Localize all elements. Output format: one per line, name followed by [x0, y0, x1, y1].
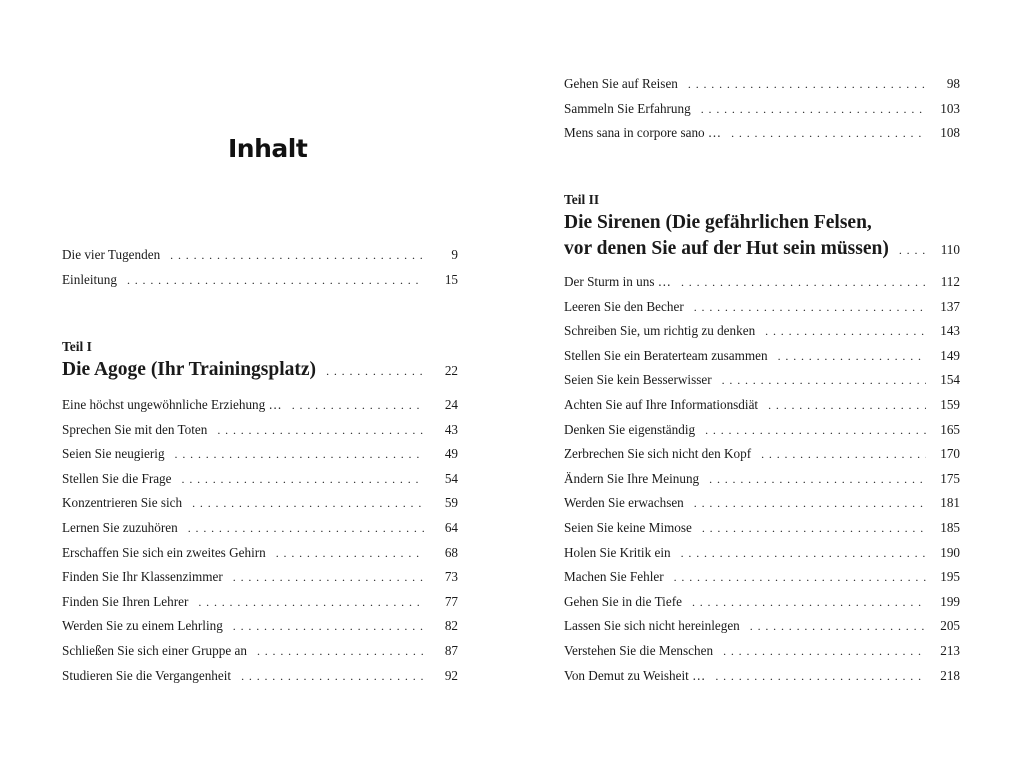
leader-dots [750, 619, 926, 634]
toc-entry[interactable]: Achten Sie auf Ihre Informationsdiät . . . 159 [564, 397, 960, 422]
leader-dots [702, 521, 926, 536]
part-title[interactable]: Die Agoge (Ihr Trainingsplatz) . . . 22 [62, 359, 458, 389]
leader-dots [233, 570, 424, 585]
right-page [510, 0, 1020, 763]
leader-dots [705, 423, 926, 438]
toc-entry[interactable]: Mens sana in corpore sano … . . . 108 [564, 125, 960, 150]
toc-entry[interactable]: Einleitung . . . 15 [62, 272, 458, 297]
toc-entry[interactable]: Denken Sie eigenständig . . . 165 [564, 422, 960, 447]
toc-entry[interactable]: Von Demut zu Weisheit … . . . 218 [564, 668, 960, 693]
leader-dots [694, 496, 926, 511]
part1-continued-list [564, 76, 960, 150]
part-title[interactable]: vor denen Sie auf der Hut sein müssen) . . . 110 [564, 238, 960, 268]
leader-dots [731, 126, 926, 141]
toc-entry[interactable]: Konzentrieren Sie sich . . . 59 [62, 495, 458, 520]
leader-dots [692, 595, 926, 610]
leader-dots [233, 619, 424, 634]
leader-dots [765, 324, 926, 339]
toc-entry[interactable]: Gehen Sie in die Tiefe . . . 199 [564, 594, 960, 619]
leader-dots [217, 423, 424, 438]
toc-entry[interactable]: Die vier Tugenden . . . 9 [62, 247, 458, 272]
leader-dots [715, 669, 926, 684]
leader-dots [768, 398, 926, 413]
front-matter-list [62, 247, 458, 296]
toc-entry[interactable]: Finden Sie Ihr Klassenzimmer . . . 73 [62, 569, 458, 594]
toc-entry[interactable]: Schreiben Sie, um richtig zu denken . . . 143 [564, 323, 960, 348]
leader-dots [175, 447, 424, 462]
part-title-line1: Die Sirenen (Die gefährlichen Felsen, [564, 212, 872, 233]
toc-entry[interactable]: Stellen Sie die Frage . . . 54 [62, 471, 458, 496]
toc-entry[interactable]: Werden Sie zu einem Lehrling . . . 82 [62, 618, 458, 643]
toc-entry[interactable]: Sammeln Sie Erfahrung . . . 103 [564, 101, 960, 126]
toc-entry[interactable]: Seien Sie neugierig . . . 49 [62, 446, 458, 471]
leader-dots [681, 546, 926, 561]
part2-section [564, 192, 960, 692]
leader-dots [694, 300, 926, 315]
toc-entry[interactable]: Studieren Sie die Vergangenheit . . . 92 [62, 668, 458, 693]
leader-dots [709, 472, 926, 487]
part-label: Teil II [564, 192, 600, 207]
leader-dots [674, 570, 926, 585]
toc-entry[interactable]: Verstehen Sie die Menschen . . . 213 [564, 643, 960, 668]
toc-entry[interactable]: Erschaffen Sie sich ein zweites Gehirn . . . 68 [62, 545, 458, 570]
toc-entry[interactable]: Leeren Sie den Becher . . . 137 [564, 299, 960, 324]
toc-entry[interactable]: Zerbrechen Sie sich nicht den Kopf . . . 170 [564, 446, 960, 471]
leader-dots [292, 398, 424, 413]
leader-dots [198, 595, 424, 610]
leader-dots [127, 273, 424, 288]
toc-entry[interactable]: Lassen Sie sich nicht hereinlegen . . . 205 [564, 618, 960, 643]
toc-entry[interactable]: Gehen Sie auf Reisen . . . 98 [564, 76, 960, 101]
leader-dots [326, 364, 424, 379]
part-label: Teil I [62, 339, 92, 354]
toc-entry[interactable]: Finden Sie Ihren Lehrer . . . 77 [62, 594, 458, 619]
leader-dots [182, 472, 424, 487]
toc-entry[interactable]: Werden Sie erwachsen . . . 181 [564, 495, 960, 520]
toc-entry[interactable]: Lernen Sie zuzuhören . . . 64 [62, 520, 458, 545]
leader-dots [188, 521, 424, 536]
toc-entry[interactable]: Schließen Sie sich einer Gruppe an . . . 87 [62, 643, 458, 668]
toc-entry[interactable]: Der Sturm in uns … . . . 112 [564, 274, 960, 299]
toc-entry[interactable]: Eine höchst ungewöhnliche Erziehung … . . . 24 [62, 397, 458, 422]
leader-dots [681, 275, 926, 290]
toc-entry[interactable]: Holen Sie Kritik ein . . . 190 [564, 545, 960, 570]
toc-entry[interactable]: Machen Sie Fehler . . . 195 [564, 569, 960, 594]
leader-dots [688, 77, 926, 92]
toc-title: Inhalt [228, 134, 308, 163]
leader-dots [276, 546, 424, 561]
leader-dots [722, 373, 926, 388]
leader-dots [170, 248, 424, 263]
leader-dots [257, 644, 424, 659]
leader-dots [701, 102, 926, 117]
leader-dots [899, 243, 926, 258]
toc-entry[interactable]: Ändern Sie Ihre Meinung . . . 175 [564, 471, 960, 496]
toc-entry[interactable]: Stellen Sie ein Beraterteam zusammen . . . 149 [564, 348, 960, 373]
toc-entry[interactable]: Sprechen Sie mit den Toten . . . 43 [62, 422, 458, 447]
toc-entry[interactable]: Seien Sie kein Besserwisser . . . 154 [564, 372, 960, 397]
leader-dots [723, 644, 926, 659]
leader-dots [778, 349, 926, 364]
part1-section [62, 339, 458, 692]
leader-dots [192, 496, 424, 511]
leader-dots [241, 669, 424, 684]
leader-dots [761, 447, 926, 462]
toc-entry[interactable]: Seien Sie keine Mimose . . . 185 [564, 520, 960, 545]
